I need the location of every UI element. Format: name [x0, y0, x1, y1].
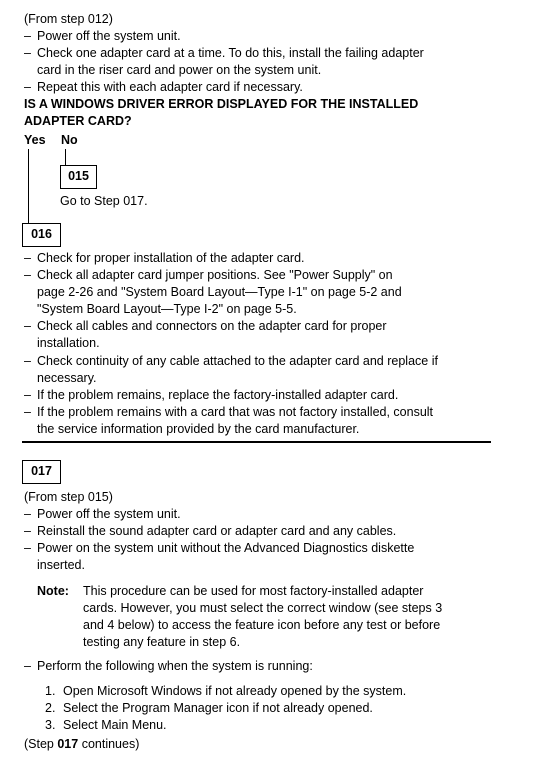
list-item: Power off the system unit.: [37, 507, 181, 521]
list-dash: –: [24, 46, 31, 60]
note-line: This procedure can be used for most factory-installed adapter: [83, 584, 424, 598]
question-line-2: ADAPTER CARD?: [24, 114, 132, 128]
list-item: Power on the system unit without the Advanced Diagnostics diskette: [37, 541, 415, 555]
question-line-1: IS A WINDOWS DRIVER ERROR DISPLAYED FOR THE INSTALLED: [24, 97, 419, 111]
list-item: Repeat this with each adapter card if necessary.: [37, 80, 303, 94]
note-label: Note:: [37, 584, 69, 598]
numbered-index: 2.: [45, 701, 56, 715]
numbered-index: 3.: [45, 718, 56, 732]
from-step-015: (From step 015): [24, 490, 113, 504]
continues-num: 017: [57, 737, 79, 751]
yes-connector: [28, 149, 29, 230]
list-dash: –: [24, 251, 31, 265]
numbered-item: Open Microsoft Windows if not already opened by the system.: [63, 684, 407, 698]
list-item: If the problem remains with a card that was not factory installed, consult: [37, 405, 434, 419]
list-dash: –: [24, 659, 31, 673]
list-item: Check one adapter card at a time. To do this, install the failing adapter: [37, 46, 424, 60]
list-dash: –: [24, 388, 31, 402]
list-item: Check continuity of any cable attached to the adapter card and replace if: [37, 354, 438, 368]
list-dash: –: [24, 29, 31, 43]
numbered-item: Select Main Menu.: [63, 718, 167, 732]
answer-yes: Yes: [24, 133, 46, 147]
list-item: Check all adapter card jumper positions. See "Power Supply" on: [37, 268, 393, 282]
list-item-cont: inserted.: [37, 558, 85, 572]
note-line: cards. However, you must select the correct window (see steps 3: [83, 601, 443, 615]
step-015-box: 015: [60, 165, 97, 189]
list-item-cont: the service information provided by the card manufacturer.: [37, 422, 360, 436]
section-divider: [22, 441, 491, 443]
list-dash: –: [24, 541, 31, 555]
list-item: Power off the system unit.: [37, 29, 181, 43]
list-dash: –: [24, 405, 31, 419]
perform-text: Perform the following when the system is running:: [37, 659, 313, 673]
list-dash: –: [24, 507, 31, 521]
list-dash: –: [24, 268, 31, 282]
list-item-cont: card in the riser card and power on the system unit.: [37, 63, 322, 77]
list-item-cont: page 2-26 and "System Board Layout—Type I-1" on page 5-2 and: [37, 285, 402, 299]
list-item-cont: installation.: [37, 336, 100, 350]
step-017-box: 017: [22, 460, 61, 484]
continues-post: continues): [78, 737, 140, 751]
list-item: Check all cables and connectors on the adapter card for proper: [37, 319, 387, 333]
list-dash: –: [24, 319, 31, 333]
list-item-cont: "System Board Layout—Type I-2" on page 5-5.: [37, 302, 297, 316]
continues-pre: (Step: [24, 737, 58, 751]
no-connector: [65, 149, 66, 166]
step-015-text: Go to Step 017.: [60, 194, 148, 208]
list-item: If the problem remains, replace the factory-installed adapter card.: [37, 388, 399, 402]
note-line: testing any feature in step 6.: [83, 635, 241, 649]
answer-no: No: [61, 133, 78, 147]
note-line: and 4 below) to access the feature icon before any test or before: [83, 618, 441, 632]
list-item-cont: necessary.: [37, 371, 97, 385]
list-dash: –: [24, 80, 31, 94]
list-dash: –: [24, 524, 31, 538]
step-continues: [24, 737, 139, 752]
step-016-box: 016: [22, 223, 61, 247]
list-item: Check for proper installation of the adapter card.: [37, 251, 305, 265]
numbered-index: 1.: [45, 684, 56, 698]
from-step-012: (From step 012): [24, 12, 113, 26]
list-dash: –: [24, 354, 31, 368]
list-item: Reinstall the sound adapter card or adapter card and any cables.: [37, 524, 397, 538]
numbered-item: Select the Program Manager icon if not already opened.: [63, 701, 373, 715]
